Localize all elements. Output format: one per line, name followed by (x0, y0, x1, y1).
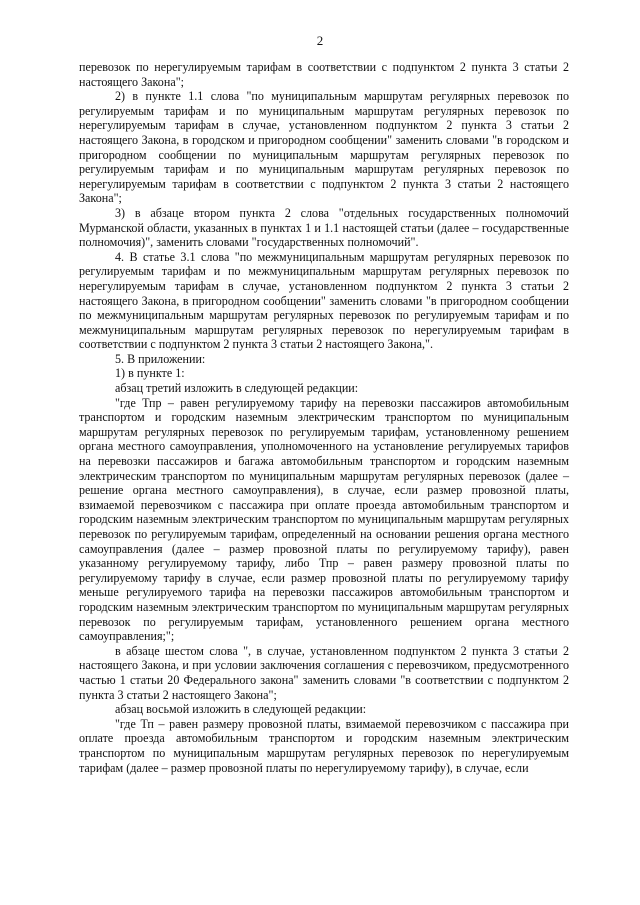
paragraph-abzac-3-intro: абзац третий изложить в следующей редакции: (115, 381, 359, 396)
paragraph-section-4: 4. В статье 3.1 слова "по межмуниципальным маршрутам регулярных перевозок по регулируемым тарифам и по межмуниципальным маршрутам регулярных перевозок по нерегулируемым тарифам в случае, установленном подпунктом 2 пункта 3 статьи 2 настоящего Закона, в пригородном сообщении" заменить словами "в пригородном сообщении по межмуниципальным маршрутам регулярных перевозок по регулируемым тарифам и по межмуниципальным маршрутам регулярных перевозок по нерегулируемым тарифам в соответствии с подпунктом 2 пункта 3 статьи 2 настоящего Закона,". (79, 249, 569, 352)
paragraph-continuation: перевозок по нерегулируемым тарифам в соответствии с подпунктом 2 пункта 3 статьи 2 настоящего Закона"; (79, 60, 569, 89)
paragraph-abzac-6: в абзаце шестом слова ", в случае, установленном подпунктом 2 пункта 3 статьи 2 настоящего Закона, и при условии заключения соглашения с перевозчиком, предусмотренного частью 1 статьи 20 Федерального закона" заменить словами "в соответствии с подпунктом 2 пункта 3 статьи 2 настоящего Закона"; (79, 643, 569, 702)
paragraph-item-1: 1) в пункте 1: (115, 366, 185, 381)
paragraph-item-3: 3) в абзаце втором пункта 2 слова "отдельных государственных полномочий Мурманской области, указанных в пунктах 1 и 1.1 настоящей статьи (далее – государственные полномочия)", заменить словами "государственных полномочий". (79, 205, 569, 250)
paragraph-abzac-8-text: "где Тп – равен размеру провозной платы, взимаемой перевозчиком с пассажира при оплате проезда автомобильным транспортом и городским наземным электрическим транспортом по муниципальным маршрутам регулярных перевозок по нерегулируемым тарифам (далее – размер провозной платы по нерегулируемому тарифу), в случае, если (79, 716, 569, 775)
paragraph-item-2: 2) в пункте 1.1 слова "по муниципальным маршрутам регулярных перевозок по регулируемым тарифам и по муниципальным маршрутам регулярных перевозок по нерегулируемым тарифам в случае, установленном подпунктом 2 пункта 3 статьи 2 настоящего Закона, в городском и пригородном сообщении" заменить словами "в городском и пригородном сообщении по муниципальным маршрутам регулярных перевозок по регулируемым тарифам и по муниципальным маршрутам регулярных перевозок по нерегулируемым тарифам в соответствии с подпунктом 2 пункта 3 статьи 2 настоящего Закона"; (79, 89, 569, 206)
page-number: 2 (316, 33, 324, 48)
paragraph-abzac-3-text: "где Тпр – равен регулируемому тарифу на перевозки пассажиров автомобильным транспортом и городским наземным электрическим транспортом по муниципальным маршрутам регулярных перевозок по регулируемым тарифам, установленному решением органа местного самоуправления, уполномоченного на установление регулируемых тарифов на перевозки пассажиров и багажа автомобильным транспортом и городским наземным электрическим транспортом по муниципальным маршрутам регулярных перевозок (далее – решение органа местного самоуправления), в случае, если размер провозной платы, взимаемой перевозчиком с пассажира при оплате проезда автомобильным транспортом и городским наземным электрическим транспортом по муниципальным маршрутам регулярных перевозок по регулируемым тарифам, определенный на основании решения органа местного самоуправления (далее – размер провозной платы по регулируемому тарифу), равен указанному регулируемому тарифу, либо Тпр – равен размеру провозной платы по регулируемому тарифу в случае, если размер провозной платы по регулируемому тарифу меньше регулируемого тарифа на перевозки пассажиров автомобильным транспортом и городским наземным электрическим транспортом по муниципальным маршрутам регулярных перевозок по регулируемым тарифам, установленного решением органа местного самоуправления;"; (79, 395, 569, 644)
paragraph-section-5: 5. В приложении: (115, 351, 206, 366)
document-body (79, 60, 569, 775)
paragraph-abzac-8-intro: абзац восьмой изложить в следующей редакции: (115, 702, 367, 717)
